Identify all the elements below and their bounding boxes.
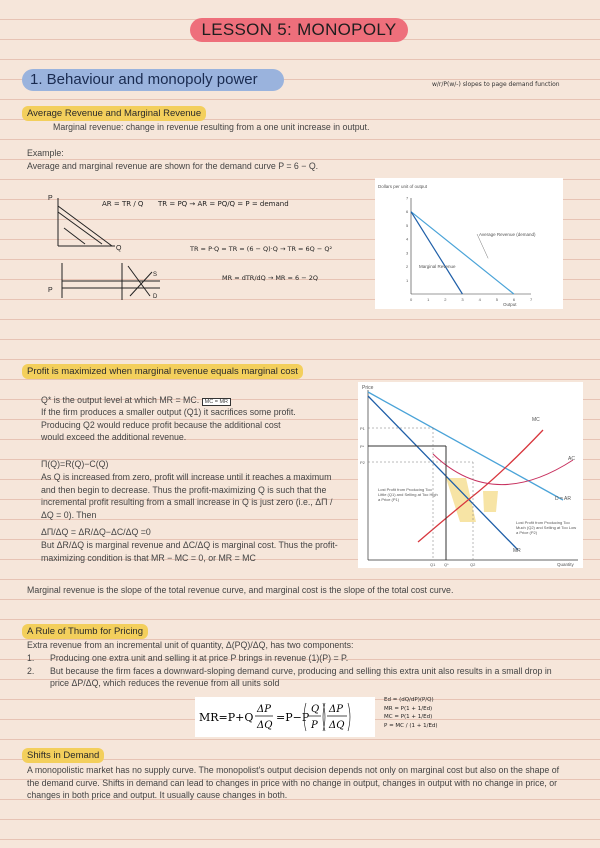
profit-p2: If the firm produces a smaller output (Q1) it sacrifices some profit. Producing Q2 would reduce profit because the additional cost would exceed the additional revenue. <box>41 407 296 442</box>
section-heading: 1. Behaviour and monopoly power <box>22 69 284 91</box>
y-tick: 4 <box>406 236 409 242</box>
p1-label: P1 <box>360 426 365 431</box>
avg-rev-heading: Average Revenue and Marginal Revenue <box>22 106 206 121</box>
profit-p1-text: Q* is the output level at which MR = MC. <box>41 395 200 405</box>
mc-label: MC <box>532 417 540 423</box>
x-tick: 7 <box>530 297 533 302</box>
x-tick: 5 <box>495 297 498 302</box>
lost-right-annotation: Lost Profit from Producing Too Much (Q2) and Selling at Too Low a Price (P2) <box>516 520 577 535</box>
y-tick: 2 <box>406 264 409 270</box>
p-label-2: P <box>48 287 53 294</box>
lesson-title: LESSON 5: MONOPOLY <box>190 18 408 42</box>
demand-line <box>411 212 514 294</box>
profit-chart <box>358 382 583 568</box>
elasticity-notes <box>384 696 438 730</box>
svg-text:Q: Q <box>311 704 320 715</box>
profit-eq1: Π(Q)=R(Q)−C(Q) <box>41 459 109 469</box>
profit-eq2: ΔΠ/ΔQ = ΔR/ΔQ−ΔC/ΔQ =0 <box>41 527 151 537</box>
q2-label: Q2 <box>470 562 476 567</box>
profit-chart-frame <box>358 382 583 568</box>
x-tick: 2 <box>444 297 447 302</box>
ar-mr-chart <box>375 178 563 309</box>
chart1-xlabel: Output <box>503 302 517 307</box>
mc-mr-badge: MC = MR <box>202 398 231 406</box>
list-item: 1. Producing one extra unit and selling it at price P brings in revenue (1)(P) = P. <box>27 653 349 663</box>
example-text: Average and marginal revenue are shown for the demand curve P = 6 − Q. <box>27 161 319 171</box>
p2-label: P2 <box>360 460 365 465</box>
q-label: Q <box>116 245 122 252</box>
q-star-label: Q* <box>444 562 449 567</box>
ac-label: AC <box>568 456 575 462</box>
demand-line-label: Average Revenue (demand) <box>479 232 536 237</box>
chart2-ylabel: Price <box>362 385 374 391</box>
handwritten-note: w/r/P(w/-) slopes to page demand function <box>432 81 560 88</box>
y-tick: 6 <box>406 209 409 215</box>
example-label: Example: <box>27 148 64 158</box>
p-star-label: P* <box>360 444 365 449</box>
shifts-heading: Shifts in Demand <box>22 748 104 763</box>
lost-profit-left-area <box>446 478 476 522</box>
elasticity-note: Ed = (dQ/dP)(P/Q) <box>384 697 434 703</box>
x-tick: 6 <box>512 297 516 302</box>
mr-line <box>368 396 518 550</box>
x-tick: 3 <box>461 297 464 302</box>
svg-text:P: P <box>311 720 318 731</box>
rule-heading: A Rule of Thumb for Pricing <box>22 624 148 639</box>
handwritten-sketches <box>40 188 370 308</box>
q1-label: Q1 <box>430 562 436 567</box>
svg-text:ΔP: ΔP <box>329 704 343 715</box>
svg-text:ΔQ: ΔQ <box>329 720 345 731</box>
d-ar-label: D = AR <box>555 496 571 502</box>
list-item: 2. But because the firm faces a downward-sloping demand curve, producing and selling this extra unit also results in a small drop in price ΔP/ΔQ, which reduces the revenue from all units sold <box>27 665 552 688</box>
mr-line-label: Marginal Revenue <box>419 264 456 269</box>
p-label: P <box>48 195 53 202</box>
svg-text:=P−P: =P−P <box>276 711 310 724</box>
shifts-text: A monopolistic market has no supply curve. The monopolist's output decision depends not only on marginal cost but also on the shape of the demand curve. Shifts in demand can lead to changes in price with no change in output, changes in output with no change in price, or changes in both price and output. It usually cause changes in both. <box>27 765 560 800</box>
lost-profit-right-area <box>483 491 498 512</box>
ar-mr-chart-frame <box>375 178 563 309</box>
svg-text:ΔQ: ΔQ <box>257 720 273 731</box>
svg-text:MR=P+Q: MR=P+Q <box>199 711 254 724</box>
mr-formula <box>195 697 375 737</box>
profit-heading: Profit is maximized when marginal revenue equals marginal cost <box>22 364 303 379</box>
x-tick: 0 <box>410 297 413 302</box>
elasticity-note: P = MC / (1 + 1/Ed) <box>384 722 438 729</box>
profit-p3: As Q is increased from zero, profit will increase until it reaches a maximum and then begin to decrease. Thus the profit-maximizing Q is such that the incremental profit resulting from a small increase in Q is just zero (i.e., ΔΠ /ΔQ = 0). Then <box>41 472 333 520</box>
chart2-xlabel: Quantity <box>557 562 574 567</box>
chart1-ylabel: Dollars per unit of output <box>378 184 428 189</box>
x-tick: 4 <box>478 297 481 302</box>
tr-expanded: TR = P·Q = TR = (6 − Q)·Q → TR = 6Q − Q² <box>190 245 333 253</box>
mr-label: MR <box>513 548 521 554</box>
rule-list <box>27 652 572 690</box>
tr-equation: TR = PQ → AR = PQ/Q = P = demand <box>158 200 289 208</box>
elasticity-note: MR = P(1 + 1/Ed) <box>384 705 433 712</box>
mr-definition: Marginal revenue: change in revenue resulting from a one unit increase in output. <box>53 122 370 132</box>
mr-line <box>411 212 462 294</box>
d-label: D <box>153 294 158 300</box>
y-tick: 5 <box>406 222 409 228</box>
demand-label-leader <box>477 234 488 258</box>
y-tick: 3 <box>406 250 409 256</box>
ar-equation: AR = TR / Q <box>102 200 144 208</box>
lost-left-annotation: Lost Profit from Producing Too Little (Q1) and Selling at Too High a Price (P1) <box>378 487 438 502</box>
slope-note: Marginal revenue is the slope of the total revenue curve, and marginal cost is the slope of the total cost curve. <box>27 585 454 595</box>
y-tick: 7 <box>406 195 409 201</box>
svg-text:ΔP: ΔP <box>257 704 271 715</box>
rule-intro: Extra revenue from an incremental unit of quantity, Δ(PQ)/ΔQ, has two components: <box>27 640 354 650</box>
profit-p4: But ΔR/ΔQ is marginal revenue and ΔC/ΔQ is marginal cost. Thus the profit-maximizing condition is that MR − MC = 0, or MR = MC <box>41 540 338 563</box>
y-tick: 1 <box>406 277 409 283</box>
elasticity-note: MC = P(1 + 1/Ed) <box>384 714 433 720</box>
s-label: S <box>153 272 158 278</box>
x-tick: 1 <box>427 297 430 302</box>
mr-equation: MR = dTR/dQ → MR = 6 − 2Q <box>222 274 318 282</box>
